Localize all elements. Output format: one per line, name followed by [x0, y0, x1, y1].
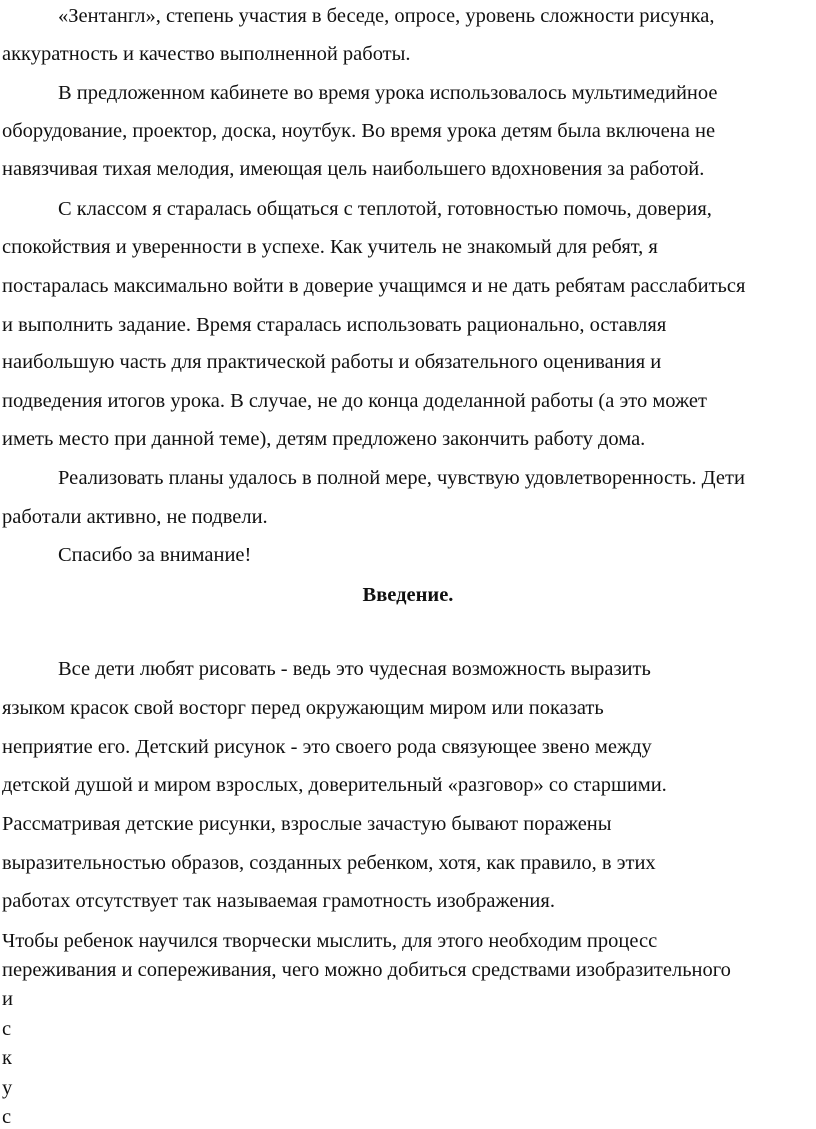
section-heading: Введение.: [362, 584, 454, 606]
broken-word-letter: и: [2, 988, 13, 1010]
paragraph-line: работах отсутствует так называемая грамотность изображения.: [2, 890, 555, 912]
paragraph-line: Реализовать планы удалось в полной мере, чувствую удовлетворенность. Дети: [58, 467, 745, 489]
paragraph-line: постаралась максимально войти в доверие учащимся и не дать ребятам расслабиться: [2, 275, 746, 297]
paragraph-line: выразительностью образов, созданных ребенком, хотя, как правило, в этих: [2, 852, 656, 874]
paragraph-line: С классом я старалась общаться с теплотой, готовностью помочь, доверия,: [58, 198, 712, 220]
broken-word-letter: к: [2, 1047, 12, 1069]
paragraph-line: неприятие его. Детский рисунок - это своего рода связующее звено между: [2, 736, 652, 758]
paragraph-line: языком красок свой восторг перед окружающим миром или показать: [2, 697, 604, 719]
closing-line: Спасибо за внимание!: [58, 544, 252, 566]
paragraph-line: «Зентангл», степень участия в беседе, опросе, уровень сложности рисунка,: [58, 5, 715, 27]
paragraph-line: иметь место при данной теме), детям предложено закончить работу дома.: [2, 428, 646, 450]
paragraph-line: детской душой и миром взрослых, доверительный «разговор» со старшими.: [2, 774, 667, 796]
broken-word-letter: с: [2, 1106, 12, 1128]
paragraph-line: работали активно, не подвели.: [2, 506, 268, 528]
paragraph-line: Чтобы ребенок научился творчески мыслить, для этого необходим процесс: [2, 930, 658, 952]
paragraph-line: и выполнить задание. Время старалась использовать рационально, оставляя: [2, 314, 667, 336]
paragraph-line: наибольшую часть для практической работы и обязательного оценивания и: [2, 351, 662, 373]
paragraph-line: В предложенном кабинете во время урока использовалось мультимедийное: [58, 82, 718, 104]
broken-word-letter: с: [2, 1018, 12, 1040]
broken-word-letter: у: [2, 1077, 13, 1099]
paragraph-line: навязчивая тихая мелодия, имеющая цель наибольшего вдохновения за работой.: [2, 158, 705, 180]
paragraph-line: подведения итогов урока. В случае, не до конца доделанной работы (а это может: [2, 390, 707, 412]
paragraph-line: оборудование, проектор, доска, ноутбук. Во время урока детям была включена не: [2, 120, 716, 142]
paragraph-line: Рассматривая детские рисунки, взрослые зачастую бывают поражены: [2, 813, 612, 835]
paragraph-line: аккуратность и качество выполненной работы.: [2, 43, 411, 65]
paragraph-line: Все дети любят рисовать - ведь это чудесная возможность выразить: [58, 658, 651, 680]
paragraph-line: спокойствия и уверенности в успехе. Как учитель не знакомый для ребят, я: [2, 236, 658, 258]
paragraph-line: переживания и сопереживания, чего можно добиться средствами изобразительного: [2, 959, 731, 981]
